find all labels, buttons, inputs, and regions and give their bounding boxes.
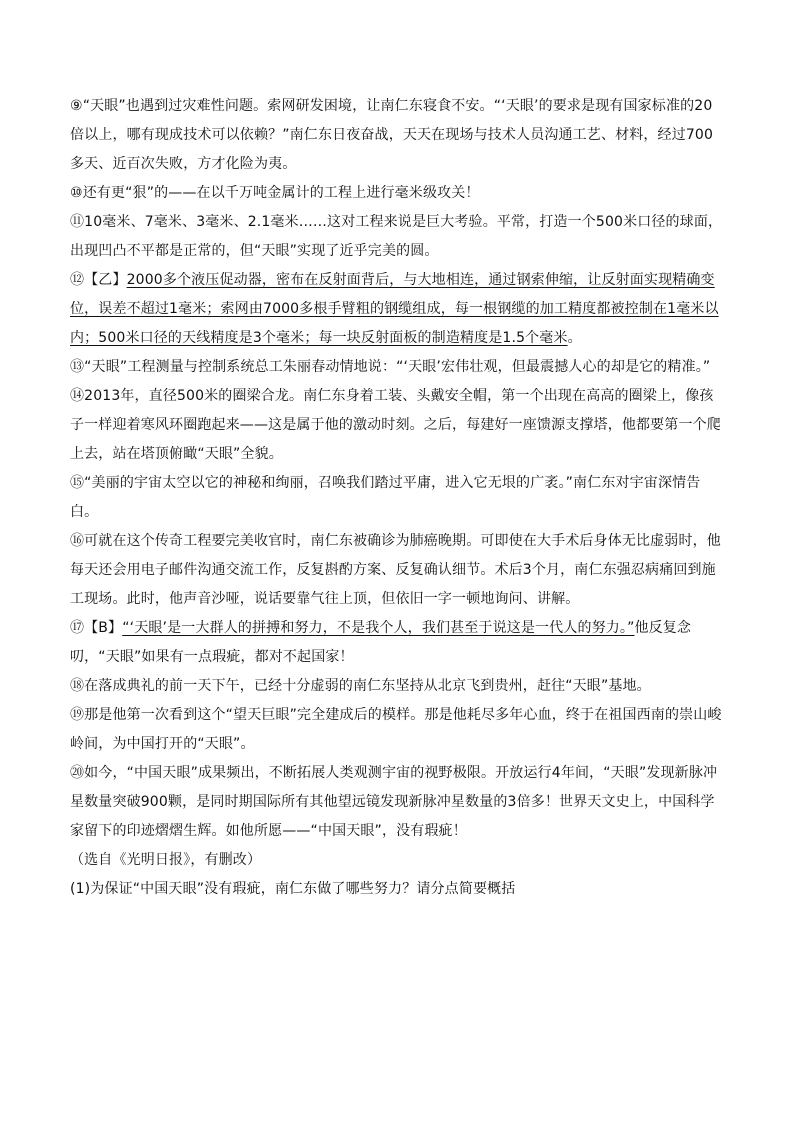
paragraph-mark: 【乙】 (84, 272, 127, 288)
question-1: (1)为保证“中国天眼”没有瑕疵，南仁东做了哪些努力？请分点简要概括 (70, 881, 516, 897)
paragraph-number: ⑬ (70, 359, 85, 375)
paragraph-text: 如今，“中国天眼”成果频出，不断拓展人类观测宇宙的视野极限。开放运行4年间，“天眼”发现新脉冲星数量突破900颗，是同时期国际所有其他望远镜发现新脉冲星数量的3倍多！世界天文史上，中国科学家留下的印迹熠熠生辉。如他所愿——“中国天眼”，没有瑕疵！ (70, 765, 718, 839)
paragraph-number: ⑩ (70, 185, 83, 201)
paragraph-number: ⑮ (70, 475, 85, 491)
paragraph-number: ⑨ (70, 98, 83, 114)
paragraph-number: ⑯ (70, 533, 85, 549)
paragraph-text: 还有更“狠”的——在以千万吨金属计的工程上进行毫米级攻关！ (82, 185, 480, 201)
paragraph-number: ⑳ (70, 765, 85, 781)
paragraph-text: 在落成典礼的前一天下午，已经十分虚弱的南仁东坚持从北京飞到贵州，赶往“天眼”基地。 (84, 678, 651, 694)
paragraph-12 (70, 266, 724, 353)
paragraph-number: ⑪ (70, 214, 85, 230)
paragraph-text: 。 (567, 330, 582, 346)
underlined-passage-b: “‘天眼’是一大群人的拼搏和努力，不是我个人，我们甚至于说这是一代人的努力。” (122, 620, 635, 636)
article-body (70, 92, 724, 904)
paragraph-text: “美丽的宇宙太空以它的神秘和绚丽，召唤我们踏过平庸，进入它无垠的广袤。”南仁东对宇宙深情告白。 (70, 475, 701, 520)
underlined-passage-yi: 2000多个液压促动器，密布在反射面背后，与大地相连，通过钢索伸缩，让反射面实现精确变位，误差不超过1毫米；索网由7000多根手臂粗的钢缆组成，每一根钢缆的加工精度都被控制在1毫米以内；500米口径的天线精度是3个毫米；每一块反射面板的制造精度是1.5个毫米 (70, 272, 719, 346)
paragraph-text: “天眼”也遇到过灾难性问题。索网研发困境，让南仁东寝食不安。“‘天眼’的要求是现有国家标准的20倍以上，哪有现成技术可以依赖？”南仁东日夜奋战，天天在现场与技术人员沟通工艺、材料，经过700多天、近百次失败，方才化险为夷。 (70, 98, 714, 172)
paragraph-text: 2013年，直径500米的圈梁合龙。南仁东身着工装、头戴安全帽，第一个出现在高高的圈梁上，像孩子一样迎着寒风环圈跑起来——这是属于他的激动时刻。之后，每建好一座馈源支撑塔，他都要第一个爬上去，站在塔顶俯瞰“天眼”全貌。 (70, 388, 721, 462)
paragraph-number: ⑫ (70, 272, 85, 288)
paragraph-number: ⑭ (70, 388, 85, 404)
paragraph-11 (70, 208, 724, 266)
paragraph-number: ⑲ (70, 707, 85, 723)
paragraph-text: 可就在这个传奇工程要完美收官时，南仁东被确诊为肺癌晚期。可即使在大手术后身体无比虚弱时，他每天还会用电子邮件沟通交流工作，反复斟酌方案、反复确认细节。术后3个月，南仁东强忍病痛回到施工现场。此时，他声音沙哑，说话要靠气往上顶，但依旧一字一顿地询问、讲解。 (70, 533, 721, 607)
paragraph-number: ⑰ (70, 620, 85, 636)
paragraph-18 (70, 672, 724, 701)
paragraph-text: 10毫米、7毫米、3毫米、2.1毫米……这对工程来说是巨大考验。平常，打造一个500米口径的球面，出现凹凸不平都是正常的，但“天眼”实现了近乎完美的圆。 (70, 214, 723, 259)
paragraph-15 (70, 469, 724, 527)
paragraph-10 (70, 179, 724, 208)
paragraph-number: ⑱ (70, 678, 85, 694)
paragraph-13 (70, 353, 724, 382)
paragraph-mark: 【B】 (84, 620, 123, 636)
paragraph-text: 他反复念叨，“天眼”如果有一点瑕疵，都对不起国家！ (70, 620, 692, 665)
paragraph-text: “天眼”工程测量与控制系统总工朱丽春动情地说：“‘天眼’宏伟壮观，但最震撼人心的却是它的精准。” (84, 359, 711, 375)
source-citation: （选自《光明日报》，有删改） (70, 852, 262, 868)
paragraph-text: 那是他第一次看到这个“望天巨眼”完全建成后的模样。那是他耗尽多年心血，终于在祖国西南的崇山峻岭间，为中国打开的“天眼”。 (70, 707, 722, 752)
paragraph-16 (70, 527, 724, 614)
paragraph-19 (70, 701, 724, 759)
paragraph-17 (70, 614, 724, 672)
paragraph-9 (70, 92, 724, 179)
paragraph-20 (70, 759, 724, 846)
paragraph-14 (70, 382, 724, 469)
